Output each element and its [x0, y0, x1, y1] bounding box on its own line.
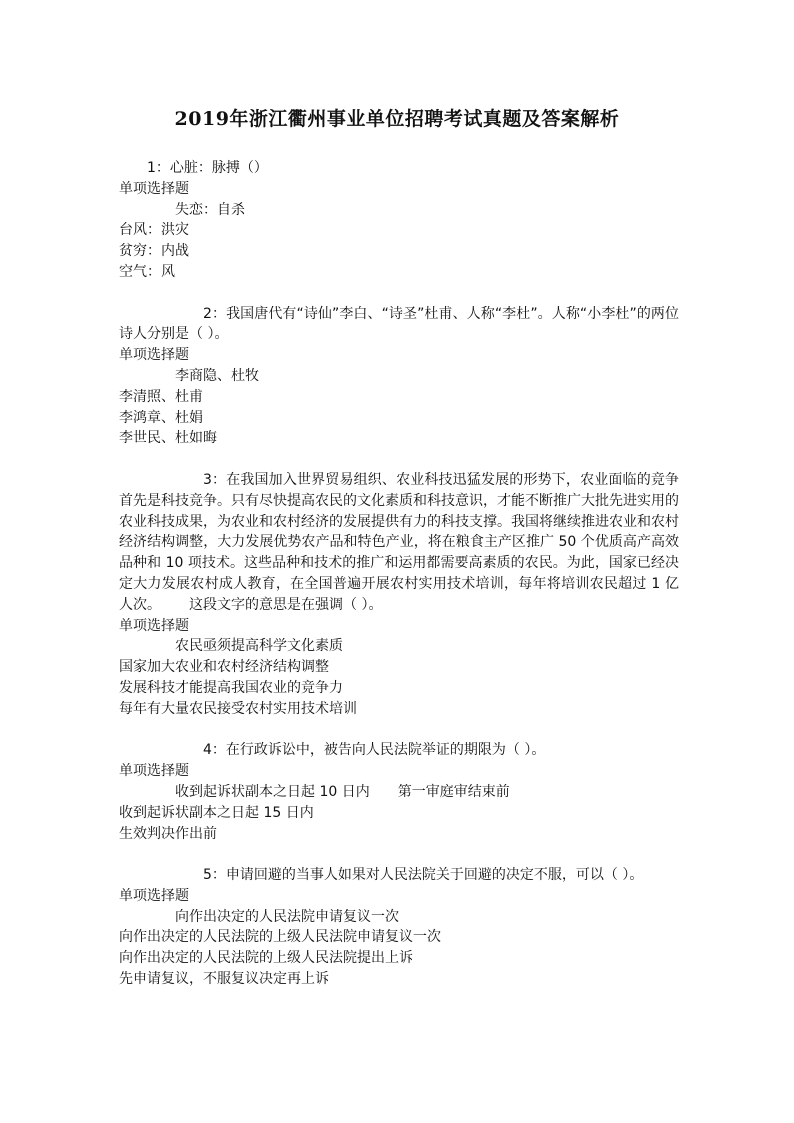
- question-stem: [119, 470, 679, 616]
- option-b: 李清照、杜甫: [119, 388, 203, 405]
- question-3: [119, 470, 679, 720]
- question-2: [119, 304, 679, 450]
- question-stem-body: 3：在我国加入世界贸易组织、农业科技迅猛发展的形势下，农业面临的竞争首先是科技竞争。只有尽快提高农民的文化素质和科技意识，才能不断推广大批先进实用的农业科技成果，为农业和农村经济的发展提供有力的科技支撑。我国将继续推进农业和农村经济结构调整，大力发展优势农产品和特色产业，将在粮食主产区推广 50 个优质高产高效品种和 10 项技术。这些品种和技术的推广和运用都需要高素质的农民。为此，国家已经决定大力发展农村成人教育，在全国普遍开展农村实用技术培训，每年将培训农民超过 1 亿人次。: [119, 471, 679, 613]
- option-a: 失恋：自杀: [175, 201, 245, 218]
- option-b: 国家加大农业和农村经济结构调整: [119, 659, 329, 676]
- option-b: 台风：洪灾: [119, 222, 189, 239]
- question-type: 单项选择题: [119, 180, 189, 197]
- question-stem: 5：申请回避的当事人如果对人民法院关于回避的决定不服，可以（ ）。: [203, 867, 644, 884]
- question-type: 单项选择题: [119, 763, 189, 780]
- question-stem: 1：心脏：脉搏（）: [147, 160, 268, 176]
- option-c: 收到起诉状副本之日起 15 日内: [119, 804, 314, 821]
- option-d: 空气：风: [119, 263, 175, 280]
- question-5: [119, 865, 679, 990]
- option-a-b: [119, 782, 679, 803]
- option-d: 先申请复议，不服复议决定再上诉: [119, 971, 329, 988]
- option-a: 向作出决定的人民法院申请复议一次: [175, 908, 399, 925]
- option-d: 生效判决作出前: [119, 825, 217, 842]
- option-a: 李商隐、杜牧: [175, 367, 259, 384]
- option-c: 贫穷：内战: [119, 243, 189, 260]
- question-stem: 4：在行政诉讼中，被告向人民法院举证的期限为（ ）。: [203, 742, 546, 759]
- option-a: 收到起诉状副本之日起 10 日内: [175, 783, 370, 800]
- question-stem-tail: 这段文字的意思是在强调（ ）。: [189, 596, 383, 613]
- option-c: 发展科技才能提高我国农业的竞争力: [119, 679, 343, 696]
- question-list: [119, 158, 679, 1011]
- option-c: 向作出决定的人民法院的上级人民法院提出上诉: [119, 950, 413, 967]
- option-d: 每年有大量农民接受农村实用技术培训: [119, 700, 357, 717]
- page-title: 2019年浙江衢州事业单位招聘考试真题及答案解析: [174, 108, 620, 130]
- question-1: [119, 158, 679, 283]
- option-c: 李鸿章、杜娟: [119, 409, 203, 426]
- option-a: 农民亟须提高科学文化素质: [175, 638, 343, 655]
- question-4: [119, 740, 679, 844]
- option-b: 向作出决定的人民法院的上级人民法院申请复议一次: [119, 929, 441, 946]
- question-stem: 2：我国唐代有“诗仙”李白、“诗圣”杜甫、人称“李杜”。人称“小李杜”的两位诗人分别是（ ）。: [119, 305, 679, 343]
- option-b: 第一审庭审结束前: [397, 783, 510, 800]
- question-type: 单项选择题: [119, 617, 189, 634]
- question-type: 单项选择题: [119, 347, 189, 364]
- option-d: 李世民、杜如晦: [119, 430, 217, 447]
- question-type: 单项选择题: [119, 887, 189, 904]
